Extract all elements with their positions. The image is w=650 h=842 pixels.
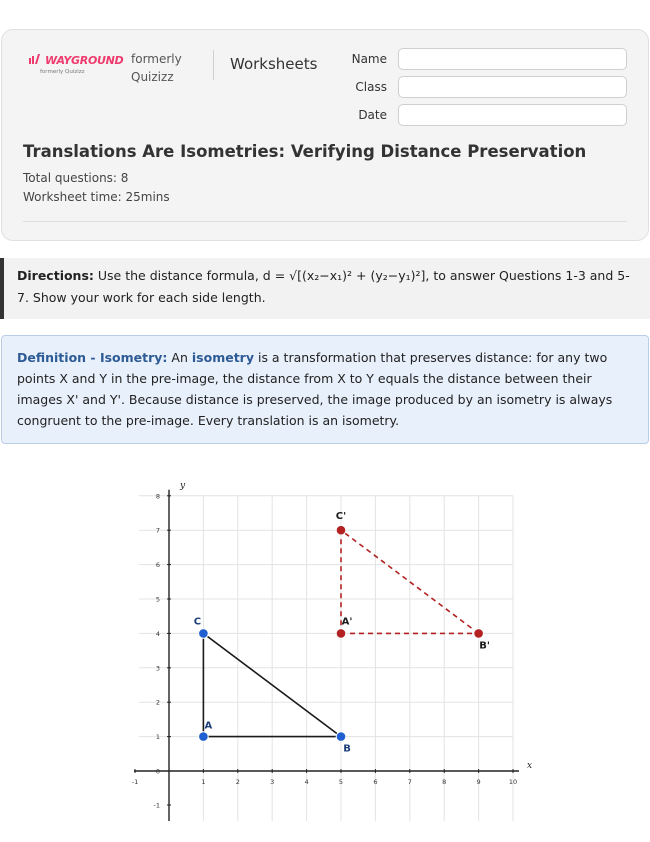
- y-tick-label: 3: [155, 664, 160, 673]
- vertex-label: B: [343, 743, 351, 755]
- date-label: Date: [358, 108, 387, 122]
- vertex-label: C': [335, 511, 347, 523]
- class-field[interactable]: [398, 76, 627, 98]
- date-field[interactable]: [398, 104, 627, 126]
- y-tick-label: 2: [155, 698, 160, 707]
- x-tick-label: 2: [235, 778, 240, 786]
- wayground-logo-icon: [29, 54, 43, 67]
- name-label: Name: [351, 52, 387, 66]
- definition-term: Definition - Isometry:: [17, 350, 168, 365]
- x-tick-label: 1: [201, 778, 206, 786]
- vertex-label: A': [341, 616, 353, 628]
- definition-word: isometry: [191, 350, 254, 365]
- vertex-label: B': [479, 640, 490, 652]
- vertex-point: [336, 525, 346, 535]
- wayground-logo: [29, 54, 123, 75]
- directions-text: Use the distance formula, d = √[(x₂−x₁)² + (y₂−y₁)²], to answer Questions 1-3 and 5-7. Show your work for each side length.: [17, 268, 630, 305]
- formerly-quizizz-text: formerly Quizizz: [131, 52, 182, 84]
- name-field[interactable]: [398, 48, 627, 70]
- definition-box: [1, 335, 649, 444]
- worksheets-label: Worksheets: [230, 55, 318, 73]
- worksheet-time: Worksheet time: 25mins: [23, 190, 170, 204]
- y-tick-label: 0: [155, 767, 160, 776]
- y-axis-label: y: [180, 480, 186, 491]
- x-tick-label: 3: [270, 778, 275, 786]
- vertex-point: [199, 629, 209, 639]
- x-axis-label: x: [527, 761, 533, 771]
- vertex-point: [336, 732, 346, 742]
- y-tick-label: 6: [155, 561, 160, 570]
- vertex-point: [474, 629, 484, 639]
- logo-text: WAYGROUND: [45, 54, 124, 67]
- y-tick-label: 8: [155, 492, 160, 501]
- x-tick-label: 4: [304, 778, 309, 786]
- directions-box: [0, 258, 650, 319]
- x-tick-label: 6: [373, 778, 378, 786]
- definition-pre: An: [171, 350, 188, 365]
- y-tick-label: 4: [155, 629, 160, 638]
- header-divider: [213, 50, 214, 80]
- x-tick-label: -1: [131, 778, 139, 786]
- x-tick-label: 9: [476, 778, 481, 786]
- y-tick-label: -1: [153, 801, 160, 810]
- worksheet-title: Translations Are Isometries: Verifying Distance Preservation: [23, 142, 587, 161]
- vertex-label: C: [193, 616, 202, 628]
- coordinate-graph: [120, 476, 540, 821]
- vertex-point: [199, 732, 209, 742]
- x-tick-label: 8: [442, 778, 447, 786]
- x-tick-label: 5: [338, 778, 344, 786]
- definition-text: is a transformation that preserves distance: for any two points X and Y in the pre-image, the distance from X to Y equals the distance between their images X' and Y'. Because distance is preserved, the image produced by an isometry is always congruent to the pre-image. Every translation is an isometry.: [17, 350, 613, 428]
- y-tick-label: 5: [155, 595, 160, 604]
- header-rule: [23, 221, 627, 222]
- y-tick-label: 7: [155, 526, 160, 535]
- directions-label: Directions:: [17, 268, 94, 283]
- vertex-label: A: [204, 720, 213, 732]
- x-tick-label: 10: [508, 778, 518, 786]
- vertex-point: [336, 629, 346, 639]
- y-tick-label: 1: [155, 733, 160, 742]
- total-questions: Total questions: 8: [23, 171, 129, 185]
- logo-subtext: formerly Quizizz: [40, 69, 85, 75]
- x-tick-label: 7: [407, 778, 412, 786]
- class-label: Class: [355, 80, 387, 94]
